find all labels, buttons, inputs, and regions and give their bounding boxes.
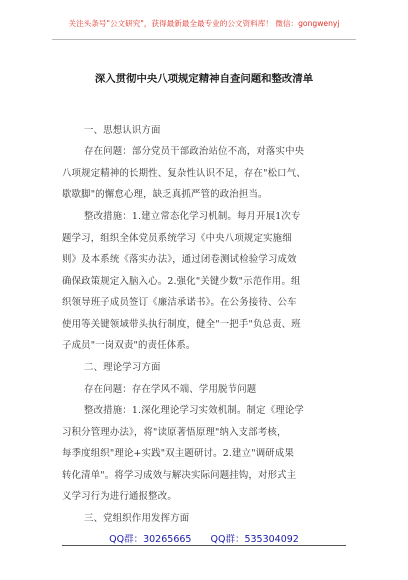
paragraph-line: 习积分管理办法》，将"读原著悟原理"纳入支部考核，: [62, 427, 287, 438]
paragraph-line: 每季度组织"理论+实践"双主题研讨。2.建立"调研成果: [62, 448, 295, 459]
paragraph-line: 八项规定精神的长期性、复杂性认识不足，存在"松口气、: [62, 168, 306, 179]
paragraph-line: 题学习，组织全体党员系统学习《中央八项规定实施细: [62, 233, 292, 244]
paragraph-line: 义学习行为进行通报整改。: [62, 491, 177, 502]
section-heading-1: 一、思想认识方面: [84, 125, 161, 136]
paragraph-line: 存在问题：存在学风不端、学用脱节问题: [84, 384, 257, 395]
footer-qq-group-1: QQ群：30265665: [109, 534, 192, 545]
paragraph-line: 存在问题：部分党员干部政治站位不高，对落实中央: [84, 146, 305, 157]
paragraph-line: 则》及本系统《落实办法》，通过闭卷测试检验学习成效: [62, 254, 297, 265]
paragraph-line: 整改措施：1.深化理论学习实效机制。制定《理论学: [84, 405, 304, 416]
section-heading-2: 二、理论学习方面: [84, 362, 161, 373]
paragraph-line: 整改措施：1.建立常态化学习机制。每月开展1次专: [84, 211, 301, 222]
footer-contact: [0, 531, 408, 545]
header-divider: [52, 39, 356, 40]
paragraph-line: 子成员"一岗双责"的责任体系。: [62, 340, 196, 351]
paragraph-line: 织领导班子成员签订《廉洁承诺书》。在公务接待、公车: [62, 297, 297, 308]
paragraph-line: 转化清单"。将学习成效与解决实际问题挂钩，对形式主: [62, 470, 297, 481]
document-title: 深入贯彻中央八项规定精神自查问题和整改清单: [94, 73, 314, 85]
paragraph-line: 使用等关键领域带头执行制度，健全"一把手"负总责、班: [62, 319, 301, 330]
section-heading-3: 三、党组织作用发挥方面: [84, 513, 190, 524]
footer-divider: [62, 545, 346, 546]
paragraph-line: 歇歇脚"的懈怠心理，缺乏真抓严管的政治担当。: [62, 189, 268, 200]
footer-qq-group-2: QQ群：535304092: [210, 534, 299, 545]
header-banner: 关注头条号"公文研究"，获得最新最全最专业的公文资料库！ 微信：gongwenyj: [68, 19, 340, 28]
paragraph-line: 确保政策规定入脑入心。2.强化"关键少数"示范作用。组: [62, 276, 301, 287]
